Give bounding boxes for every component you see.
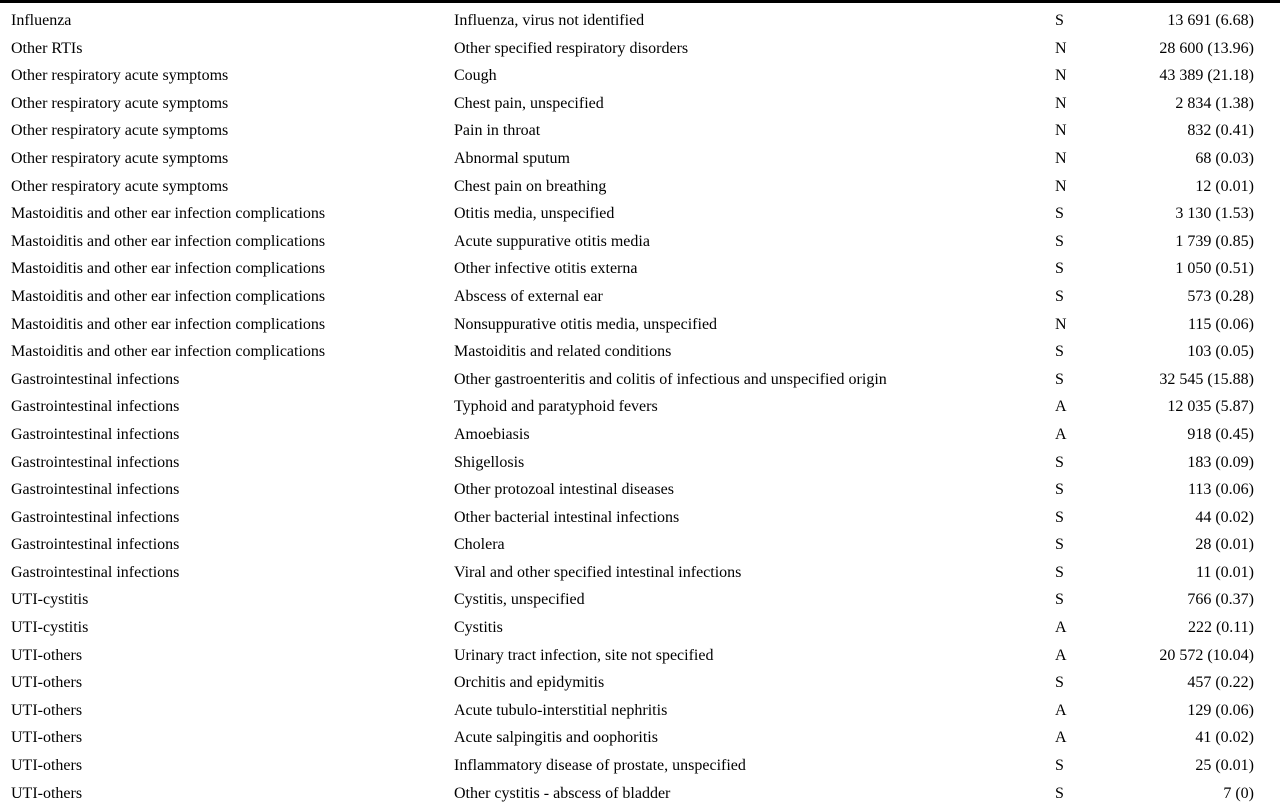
table-row <box>0 283 1280 311</box>
diagnosis-cell: Cystitis <box>454 619 503 637</box>
diagnosis-cell: Chest pain, unspecified <box>454 94 604 112</box>
diagnosis-cell: Viral and other specified intestinal infections <box>454 563 742 581</box>
count-cell: 2 834 (1.38) <box>1175 94 1254 112</box>
type-cell: S <box>1055 674 1064 692</box>
table-row <box>0 145 1280 173</box>
type-cell: S <box>1055 287 1064 305</box>
type-cell: N <box>1055 315 1067 333</box>
table-row <box>0 614 1280 642</box>
count-cell: 129 (0.06) <box>1187 701 1254 719</box>
diagnosis-cell: Acute suppurative otitis media <box>454 232 650 250</box>
count-cell: 12 (0.01) <box>1195 177 1254 195</box>
table-row <box>0 338 1280 366</box>
count-cell: 43 389 (21.18) <box>1159 67 1254 85</box>
count-cell: 457 (0.22) <box>1187 674 1254 692</box>
type-cell: A <box>1055 701 1067 719</box>
count-cell: 832 (0.41) <box>1187 122 1254 140</box>
count-cell: 32 545 (15.88) <box>1159 370 1254 388</box>
table-row <box>0 366 1280 394</box>
type-cell: S <box>1055 784 1064 802</box>
category-cell: Other respiratory acute symptoms <box>11 149 229 167</box>
category-cell: UTI-others <box>11 701 83 719</box>
table-row <box>0 117 1280 145</box>
type-cell: S <box>1055 481 1064 499</box>
diagnosis-cell: Cough <box>454 67 497 85</box>
diagnosis-cell: Cholera <box>454 536 505 554</box>
table-row <box>0 476 1280 504</box>
category-cell: Mastoiditis and other ear infection complications <box>11 260 326 278</box>
count-cell: 573 (0.28) <box>1187 287 1254 305</box>
diagnosis-cell: Shigellosis <box>454 453 525 471</box>
count-cell: 28 600 (13.96) <box>1159 39 1254 57</box>
category-cell: Gastrointestinal infections <box>11 398 180 416</box>
type-cell: S <box>1055 260 1064 278</box>
category-cell: UTI-cystitis <box>11 591 89 609</box>
diagnosis-cell: Chest pain on breathing <box>454 177 607 195</box>
diagnosis-cell: Mastoiditis and related conditions <box>454 343 672 361</box>
category-cell: UTI-others <box>11 757 83 775</box>
diagnosis-cell: Other cystitis - abscess of bladder <box>454 784 671 802</box>
count-cell: 44 (0.02) <box>1195 508 1254 526</box>
category-cell: Other respiratory acute symptoms <box>11 94 229 112</box>
table-row <box>0 228 1280 256</box>
diagnosis-cell: Influenza, virus not identified <box>454 12 645 29</box>
diagnosis-cell: Orchitis and epidymitis <box>454 674 605 692</box>
category-cell: Gastrointestinal infections <box>11 481 180 499</box>
count-cell: 20 572 (10.04) <box>1159 646 1254 664</box>
table-top-rule <box>0 0 1280 3</box>
category-cell: Mastoiditis and other ear infection complications <box>11 232 326 250</box>
category-cell: Other RTIs <box>11 39 83 57</box>
type-cell: S <box>1055 205 1064 223</box>
type-cell: N <box>1055 67 1067 85</box>
count-cell: 12 035 (5.87) <box>1167 398 1254 416</box>
count-cell: 113 (0.06) <box>1187 481 1254 499</box>
table-row <box>0 311 1280 339</box>
count-cell: 115 (0.06) <box>1187 315 1254 333</box>
type-cell: A <box>1055 619 1067 637</box>
table-row <box>0 90 1280 118</box>
diagnosis-cell: Other bacterial intestinal infections <box>454 508 680 526</box>
table-row <box>0 7 1280 35</box>
count-cell: 183 (0.09) <box>1187 453 1254 471</box>
table-row <box>0 393 1280 421</box>
table-row <box>0 255 1280 283</box>
table-row <box>0 586 1280 614</box>
table-row <box>0 173 1280 201</box>
diagnosis-cell: Nonsuppurative otitis media, unspecified <box>454 315 718 333</box>
table-row <box>0 642 1280 670</box>
table-row <box>0 421 1280 449</box>
count-cell: 11 (0.01) <box>1195 563 1254 581</box>
category-cell: Mastoiditis and other ear infection complications <box>11 315 326 333</box>
category-cell: UTI-others <box>11 729 83 747</box>
diagnosis-cell: Cystitis, unspecified <box>454 591 585 609</box>
type-cell: A <box>1055 729 1067 747</box>
category-cell: Other respiratory acute symptoms <box>11 67 229 85</box>
count-cell: 918 (0.45) <box>1187 425 1254 443</box>
diagnosis-cell: Urinary tract infection, site not specified <box>454 646 714 664</box>
type-cell: N <box>1055 39 1067 57</box>
diagnosis-cell: Otitis media, unspecified <box>454 205 615 223</box>
count-cell: 103 (0.05) <box>1187 343 1254 361</box>
table-row <box>0 504 1280 532</box>
type-cell: S <box>1055 370 1064 388</box>
type-cell: N <box>1055 177 1067 195</box>
diagnosis-cell: Typhoid and paratyphoid fevers <box>454 398 658 416</box>
category-cell: Mastoiditis and other ear infection complications <box>11 287 326 305</box>
count-cell: 7 (0) <box>1223 784 1254 802</box>
count-cell: 222 (0.11) <box>1187 619 1254 637</box>
diagnosis-cell: Other specified respiratory disorders <box>454 39 689 57</box>
diagnosis-cell: Abnormal sputum <box>454 149 570 167</box>
table-row <box>0 531 1280 559</box>
type-cell: A <box>1055 646 1067 664</box>
count-cell: 3 130 (1.53) <box>1175 205 1254 223</box>
type-cell: S <box>1055 591 1064 609</box>
category-cell: Gastrointestinal infections <box>11 370 180 388</box>
category-cell: UTI-others <box>11 646 83 664</box>
diagnosis-cell: Other protozoal intestinal diseases <box>454 481 674 499</box>
type-cell: S <box>1055 343 1064 361</box>
table-row <box>0 35 1280 63</box>
diagnosis-cell: Pain in throat <box>454 122 541 140</box>
type-cell: A <box>1055 425 1067 443</box>
count-cell: 13 691 (6.68) <box>1167 12 1254 29</box>
category-cell: UTI-others <box>11 674 83 692</box>
category-cell: Gastrointestinal infections <box>11 425 180 443</box>
table-row <box>0 669 1280 697</box>
table-row <box>0 697 1280 725</box>
count-cell: 1 050 (0.51) <box>1175 260 1254 278</box>
category-cell: Gastrointestinal infections <box>11 563 180 581</box>
table-row <box>0 62 1280 90</box>
type-cell: S <box>1055 232 1064 250</box>
type-cell: S <box>1055 453 1064 471</box>
diagnosis-cell: Acute salpingitis and oophoritis <box>454 729 658 747</box>
diagnosis-cell: Abscess of external ear <box>454 287 603 305</box>
type-cell: S <box>1055 757 1064 775</box>
diagnosis-cell: Inflammatory disease of prostate, unspecified <box>454 757 746 775</box>
category-cell: UTI-others <box>11 784 83 802</box>
diagnosis-table <box>0 7 1280 807</box>
category-cell: Gastrointestinal infections <box>11 508 180 526</box>
table-body <box>0 7 1280 807</box>
count-cell: 41 (0.02) <box>1195 729 1254 747</box>
diagnosis-cell: Acute tubulo-interstitial nephritis <box>454 701 668 719</box>
table-row <box>0 559 1280 587</box>
type-cell: S <box>1055 12 1064 29</box>
category-cell: Other respiratory acute symptoms <box>11 122 229 140</box>
diagnosis-cell: Other gastroenteritis and colitis of infectious and unspecified origin <box>454 370 887 388</box>
type-cell: A <box>1055 398 1067 416</box>
diagnosis-cell: Other infective otitis externa <box>454 260 638 278</box>
count-cell: 25 (0.01) <box>1195 757 1254 775</box>
table-row <box>0 449 1280 477</box>
category-cell: Mastoiditis and other ear infection complications <box>11 343 326 361</box>
table-row <box>0 780 1280 807</box>
category-cell: UTI-cystitis <box>11 619 89 637</box>
category-cell: Gastrointestinal infections <box>11 453 180 471</box>
table-row <box>0 752 1280 780</box>
type-cell: N <box>1055 149 1067 167</box>
type-cell: N <box>1055 94 1067 112</box>
type-cell: S <box>1055 563 1064 581</box>
type-cell: N <box>1055 122 1067 140</box>
category-cell: Influenza <box>11 12 72 29</box>
count-cell: 68 (0.03) <box>1195 149 1254 167</box>
category-cell: Gastrointestinal infections <box>11 536 180 554</box>
count-cell: 28 (0.01) <box>1195 536 1254 554</box>
count-cell: 1 739 (0.85) <box>1175 232 1254 250</box>
category-cell: Mastoiditis and other ear infection complications <box>11 205 326 223</box>
table-row <box>0 200 1280 228</box>
count-cell: 766 (0.37) <box>1187 591 1254 609</box>
category-cell: Other respiratory acute symptoms <box>11 177 229 195</box>
table-row <box>0 724 1280 752</box>
diagnosis-cell: Amoebiasis <box>454 425 530 443</box>
type-cell: S <box>1055 536 1064 554</box>
type-cell: S <box>1055 508 1064 526</box>
